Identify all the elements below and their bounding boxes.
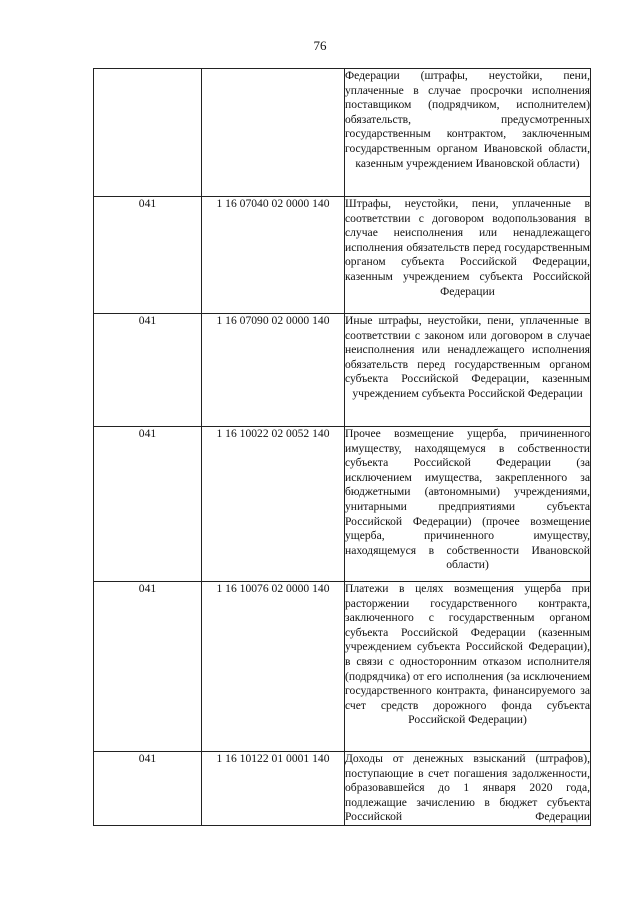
admin-code-cell: 041 <box>94 427 202 582</box>
budget-code-cell: 1 16 07090 02 0000 140 <box>202 314 345 427</box>
budget-revenue-table <box>93 68 591 826</box>
admin-code-cell: 041 <box>94 752 202 826</box>
table-row <box>94 314 591 427</box>
budget-code-cell: 1 16 07040 02 0000 140 <box>202 197 345 314</box>
revenue-name-text: Иные штрафы, неустойки, пени, уплаченные в соответствии с законом или договором в случае неисполнения или ненадлежащего исполнения обязательств перед государственным органом субъекта Российской Федерации, казенным учреждением субъекта Российской Федерации <box>345 314 590 400</box>
revenue-name-text: Доходы от денежных взысканий (штрафов), поступающие в счет погашения задолженности, образовавшейся до 1 января 2020 года, подлежащие зачислению в бюджет субъекта Российской Федерации <box>345 752 590 824</box>
budget-code-cell: 1 16 10022 02 0052 140 <box>202 427 345 582</box>
admin-code-cell: 041 <box>94 197 202 314</box>
table-row <box>94 427 591 582</box>
revenue-name-cell <box>345 314 591 427</box>
admin-code-cell: 041 <box>94 314 202 427</box>
admin-code-cell: 041 <box>94 582 202 752</box>
revenue-name-text: Платежи в целях возмещения ущерба при расторжении государственного контракта, заключенного с государственным органом субъекта Российской Федерации (казенным учреждением субъекта Российской Федерации), в связи с односторонним отказом исполнителя (подрядчика) от его исполнения (за исключением государственного контракта, финансируемого за счет средств дорожного фонда субъекта Российской Федерации) <box>345 582 590 727</box>
revenue-name-text: Штрафы, неустойки, пени, уплаченные в соответствии с договором водопользования в случае неисполнения или ненадлежащего исполнения обязательств перед государственным органом субъекта Российской Федерации, казенным учреждением субъекта Российской Федерации <box>345 197 590 298</box>
page-number: 76 <box>313 38 327 53</box>
budget-code-cell: 1 16 10076 02 0000 140 <box>202 582 345 752</box>
table-row <box>94 752 591 826</box>
budget-code-cell: 1 16 10122 01 0001 140 <box>202 752 345 826</box>
budget-code-cell <box>202 69 345 197</box>
revenue-name-text: Федерации (штрафы, неустойки, пени, уплаченные в случае просрочки исполнения поставщиком (подрядчиком, исполнителем) обязательств, предусмотренных государственным контрактом, заключенным государственным органом Ивановской области, казенным учреждением Ивановской области) <box>345 69 590 170</box>
admin-code-cell <box>94 69 202 197</box>
revenue-name-cell <box>345 427 591 582</box>
revenue-name-cell <box>345 752 591 826</box>
table-row <box>94 582 591 752</box>
revenue-name-cell <box>345 69 591 197</box>
table-row <box>94 197 591 314</box>
table-row <box>94 69 591 197</box>
revenue-name-text: Прочее возмещение ущерба, причиненного имуществу, находящемуся в собственности субъекта Российской Федерации (за исключением имущества, закрепленного за бюджетными (автономными) учреждениями, унитарными предприятиями субъекта Российской Федерации) (прочее возмещение ущерба, причиненного имуществу, находящемуся в собственности Ивановской области) <box>345 427 590 572</box>
revenue-name-cell <box>345 197 591 314</box>
revenue-name-cell <box>345 582 591 752</box>
